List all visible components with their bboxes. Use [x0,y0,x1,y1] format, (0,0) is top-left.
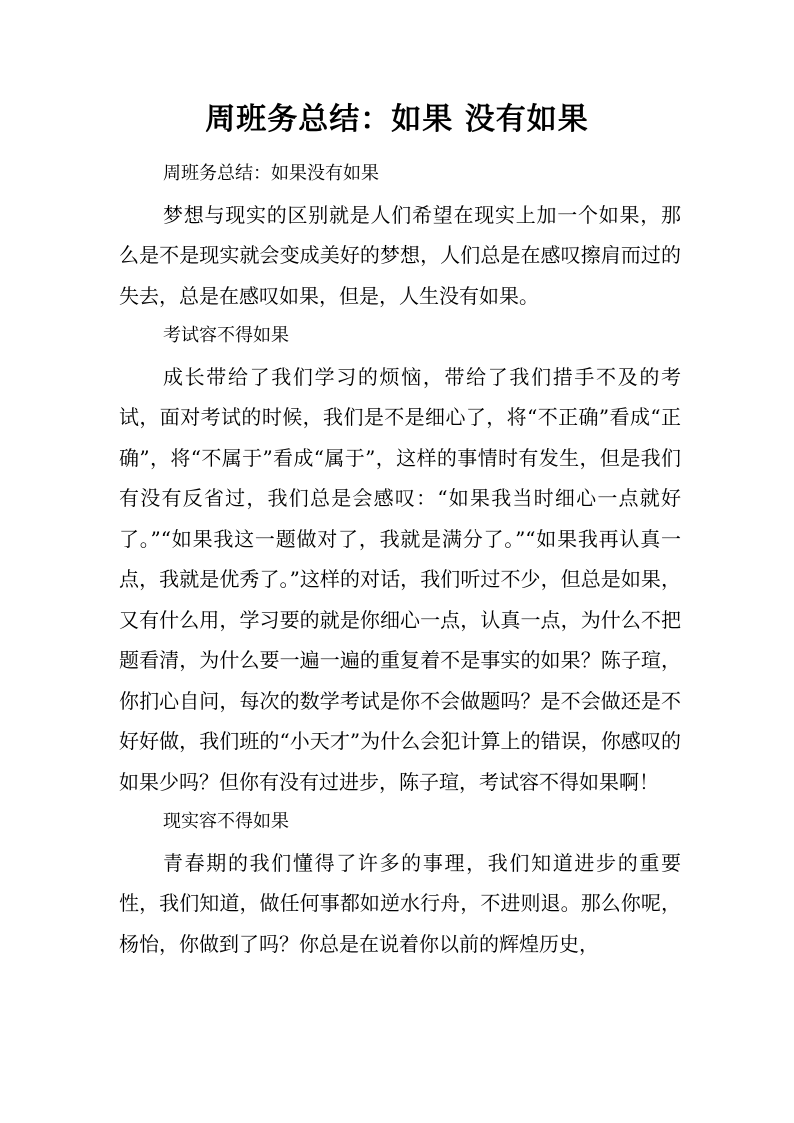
section-heading-reality: 现实容不得如果 [163,811,289,832]
document-title: 周班务总结：如果 没有如果 [205,102,589,137]
section-heading-exam: 考试容不得如果 [163,325,289,346]
paragraph-reality: 青春期的我们懂得了许多的事理，我们知道进步的重要性，我们知道，做任何事都如逆水行舟，不进则退。那么你呢，杨怡，你做到了吗？你总是在说着你以前的辉煌历史， [119,850,681,956]
paragraph-intro: 梦想与现实的区别就是人们希望在现实上加一个如果，那么是不是现实就会变成美好的梦想，人们总是在感叹擦肩而过的失去，总是在感叹如果，但是，人生没有如果。 [119,202,681,308]
document-body [119,154,681,964]
subtitle-line: 周班务总结：如果没有如果 [163,163,379,184]
paragraph-exam: 成长带给了我们学习的烦恼，带给了我们措手不及的考试，面对考试的时候，我们是不是细心了，将“不正确”看成“正确”，将“不属于”看成“属于”，这样的事情时有发生，但是我们有没有反省过，我们总是会感叹：“如果我当时细心一点就好了。”“如果我这一题做对了，我就是满分了。”“如果我再认真一点，我就是优秀了。”这样的对话，我们听过不少，但总是如果，又有什么用，学习要的就是你细心一点，认真一点，为什么不把题看清，为什么要一遍一遍的重复着不是事实的如果？陈子瑄，你扪心自问，每次的数学考试是你不会做题吗？是不会做还是不好好做，我们班的“小天才”为什么会犯计算上的错误，你感叹的如果少吗？但你有没有过进步，陈子瑄，考试容不得如果啊！ [119,364,681,794]
